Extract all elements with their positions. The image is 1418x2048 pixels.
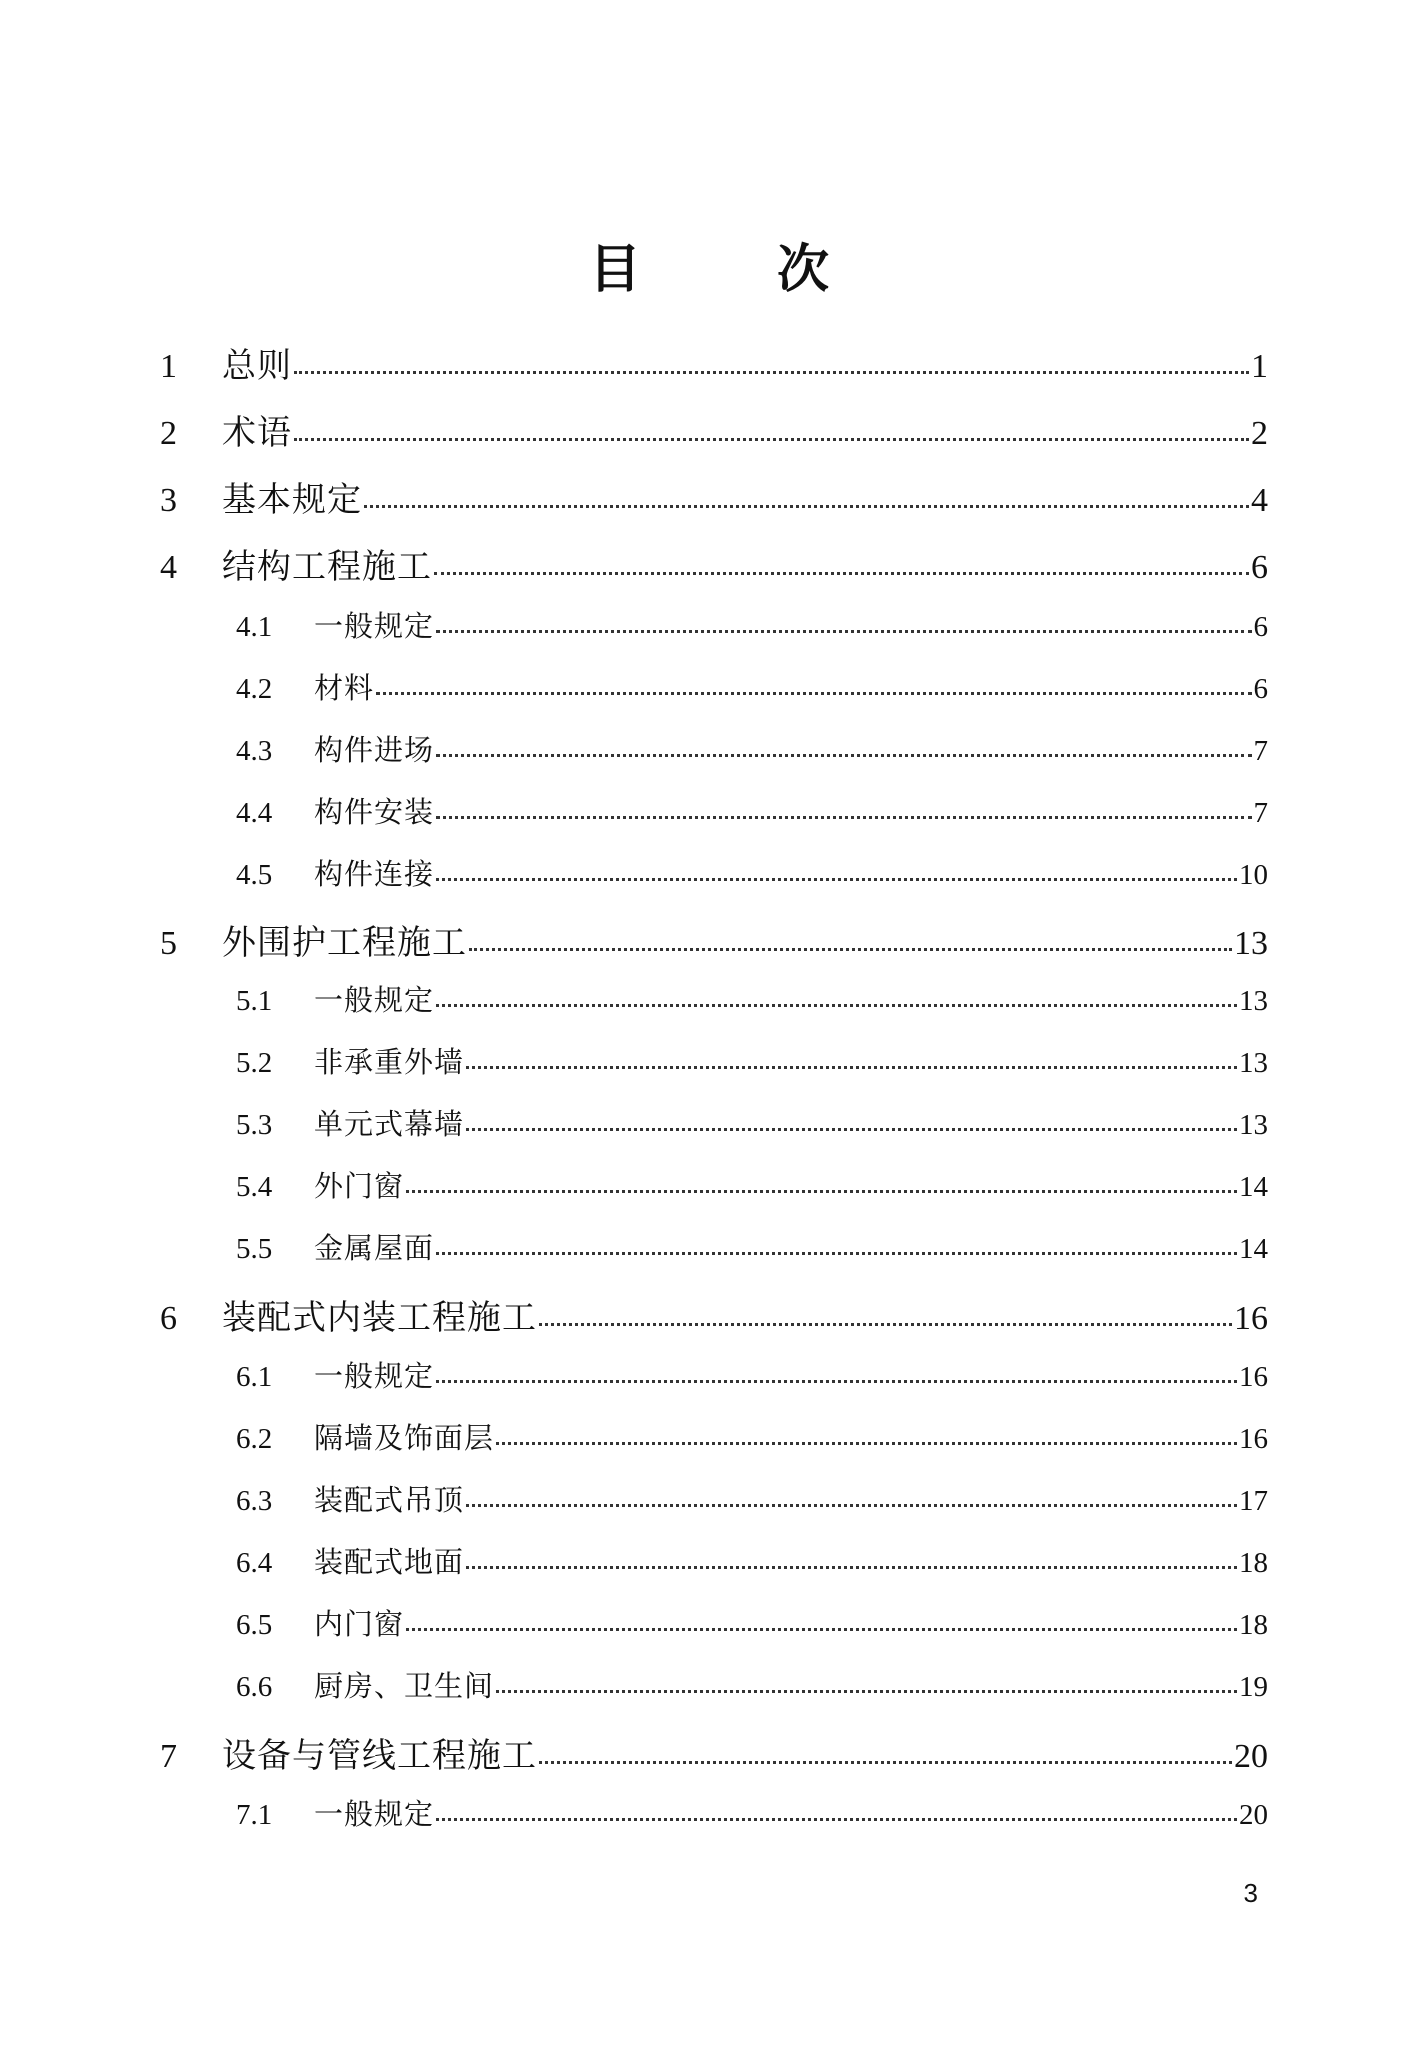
entry-number: 4.5 <box>236 859 273 891</box>
entry-number: 3 <box>160 482 177 519</box>
dot-leader <box>294 371 1249 374</box>
entry-label: 装配式内装工程施工 <box>222 1298 537 1338</box>
entry-label: 一般规定 <box>314 1797 435 1831</box>
entry-page-number: 7 <box>1253 735 1268 767</box>
toc-section-entry[interactable] <box>236 1040 1268 1081</box>
toc-title: 目 次 <box>588 239 871 300</box>
dot-leader <box>496 1442 1237 1445</box>
entry-label: 构件进场 <box>314 733 435 767</box>
dot-leader <box>436 816 1251 819</box>
dot-leader <box>406 1628 1237 1631</box>
entry-label: 总则 <box>222 346 292 386</box>
entry-number: 4 <box>160 549 177 586</box>
toc-section-entry[interactable] <box>236 1540 1268 1581</box>
entry-number: 4.4 <box>236 797 273 829</box>
entry-label: 一般规定 <box>314 1359 435 1393</box>
entry-label: 隔墙及饰面层 <box>314 1421 495 1455</box>
entry-number: 6 <box>160 1300 177 1337</box>
toc-chapter-entry[interactable] <box>160 1728 1268 1777</box>
entry-page-number: 16 <box>1239 1423 1268 1455</box>
toc-section-entry[interactable] <box>236 1102 1268 1143</box>
toc-section-entry[interactable] <box>236 1792 1268 1833</box>
entry-page-number: 2 <box>1251 415 1268 452</box>
entry-page-number: 1 <box>1251 348 1268 385</box>
toc-section-entry[interactable] <box>236 1416 1268 1457</box>
entry-label: 金属屋面 <box>314 1231 435 1265</box>
entry-label: 外围护工程施工 <box>222 923 467 963</box>
entry-page-number: 7 <box>1253 797 1268 829</box>
dot-leader <box>539 1761 1232 1764</box>
toc-section-entry[interactable] <box>236 728 1268 769</box>
entry-page-number: 14 <box>1239 1171 1268 1203</box>
toc-section-entry[interactable] <box>236 666 1268 707</box>
dot-leader <box>436 1004 1237 1007</box>
toc-section-entry[interactable] <box>236 604 1268 645</box>
toc-chapter-entry[interactable] <box>160 338 1268 387</box>
toc-section-entry[interactable] <box>236 1226 1268 1267</box>
entry-page-number: 19 <box>1239 1671 1268 1703</box>
dot-leader <box>406 1190 1237 1193</box>
entry-number: 6.6 <box>236 1671 273 1703</box>
toc-chapter-entry[interactable] <box>160 1290 1268 1339</box>
dot-leader <box>496 1690 1237 1693</box>
dot-leader <box>466 1566 1237 1569</box>
toc-section-entry[interactable] <box>236 1664 1268 1705</box>
entry-page-number: 17 <box>1239 1485 1268 1517</box>
entry-label: 结构工程施工 <box>222 547 432 587</box>
toc-section-entry[interactable] <box>236 790 1268 831</box>
entry-number: 5.4 <box>236 1171 273 1203</box>
dot-leader <box>469 948 1232 951</box>
entry-number: 4.3 <box>236 735 273 767</box>
toc-section-entry[interactable] <box>236 1164 1268 1205</box>
entry-number: 6.4 <box>236 1547 273 1579</box>
page-number: 3 <box>1243 1878 1258 1908</box>
entry-page-number: 13 <box>1239 1047 1268 1079</box>
entry-number: 5 <box>160 925 177 962</box>
entry-page-number: 16 <box>1239 1361 1268 1393</box>
dot-leader <box>436 1380 1237 1383</box>
dot-leader <box>466 1066 1237 1069</box>
entry-page-number: 10 <box>1239 859 1268 891</box>
entry-number: 6.5 <box>236 1609 273 1641</box>
entry-label: 设备与管线工程施工 <box>222 1736 537 1776</box>
entry-number: 4.2 <box>236 673 273 705</box>
entry-number: 4.1 <box>236 611 273 643</box>
entry-page-number: 14 <box>1239 1233 1268 1265</box>
toc-chapter-entry[interactable] <box>160 539 1268 588</box>
entry-label: 基本规定 <box>222 480 362 520</box>
entry-page-number: 13 <box>1239 1109 1268 1141</box>
entry-label: 单元式幕墙 <box>314 1107 465 1141</box>
dot-leader <box>436 1818 1237 1821</box>
entry-number: 1 <box>160 348 177 385</box>
entry-label: 非承重外墙 <box>314 1045 465 1079</box>
dot-leader <box>376 692 1251 695</box>
entry-label: 内门窗 <box>314 1607 405 1641</box>
toc-section-entry[interactable] <box>236 978 1268 1019</box>
entry-number: 2 <box>160 415 177 452</box>
entry-number: 7 <box>160 1738 177 1775</box>
entry-number: 7.1 <box>236 1799 273 1831</box>
toc-chapter-entry[interactable] <box>160 915 1268 964</box>
dot-leader <box>294 438 1249 441</box>
entry-page-number: 20 <box>1239 1799 1268 1831</box>
entry-number: 5.2 <box>236 1047 273 1079</box>
entry-label: 一般规定 <box>314 983 435 1017</box>
entry-page-number: 18 <box>1239 1609 1268 1641</box>
toc-chapter-entry[interactable] <box>160 405 1268 454</box>
entry-label: 构件连接 <box>314 857 435 891</box>
toc-section-entry[interactable] <box>236 852 1268 893</box>
dot-leader <box>466 1128 1237 1131</box>
entry-label: 装配式吊顶 <box>314 1483 465 1517</box>
entry-label: 厨房、卫生间 <box>314 1669 495 1703</box>
dot-leader <box>436 1252 1237 1255</box>
dot-leader <box>364 505 1249 508</box>
dot-leader <box>466 1504 1237 1507</box>
entry-page-number: 20 <box>1234 1738 1268 1775</box>
dot-leader <box>436 878 1237 881</box>
entry-page-number: 6 <box>1253 673 1268 705</box>
toc-section-entry[interactable] <box>236 1354 1268 1395</box>
entry-number: 6.1 <box>236 1361 273 1393</box>
entry-number: 6.3 <box>236 1485 273 1517</box>
dot-leader <box>436 630 1251 633</box>
entry-label: 材料 <box>314 671 375 705</box>
entry-page-number: 16 <box>1234 1300 1268 1337</box>
entry-page-number: 13 <box>1234 925 1268 962</box>
entry-number: 5.1 <box>236 985 273 1017</box>
entry-label: 装配式地面 <box>314 1545 465 1579</box>
entry-page-number: 4 <box>1251 482 1268 519</box>
entry-label: 外门窗 <box>314 1169 405 1203</box>
entry-label: 术语 <box>222 413 292 453</box>
entry-page-number: 6 <box>1251 549 1268 586</box>
entry-number: 5.3 <box>236 1109 273 1141</box>
toc-chapter-entry[interactable] <box>160 472 1268 521</box>
dot-leader <box>539 1323 1232 1326</box>
entry-label: 一般规定 <box>314 609 435 643</box>
entry-page-number: 13 <box>1239 985 1268 1017</box>
toc-section-entry[interactable] <box>236 1602 1268 1643</box>
entry-page-number: 6 <box>1253 611 1268 643</box>
entry-label: 构件安装 <box>314 795 435 829</box>
entry-page-number: 18 <box>1239 1547 1268 1579</box>
dot-leader <box>434 572 1249 575</box>
dot-leader <box>436 754 1251 757</box>
toc-section-entry[interactable] <box>236 1478 1268 1519</box>
entry-number: 5.5 <box>236 1233 273 1265</box>
entry-number: 6.2 <box>236 1423 273 1455</box>
